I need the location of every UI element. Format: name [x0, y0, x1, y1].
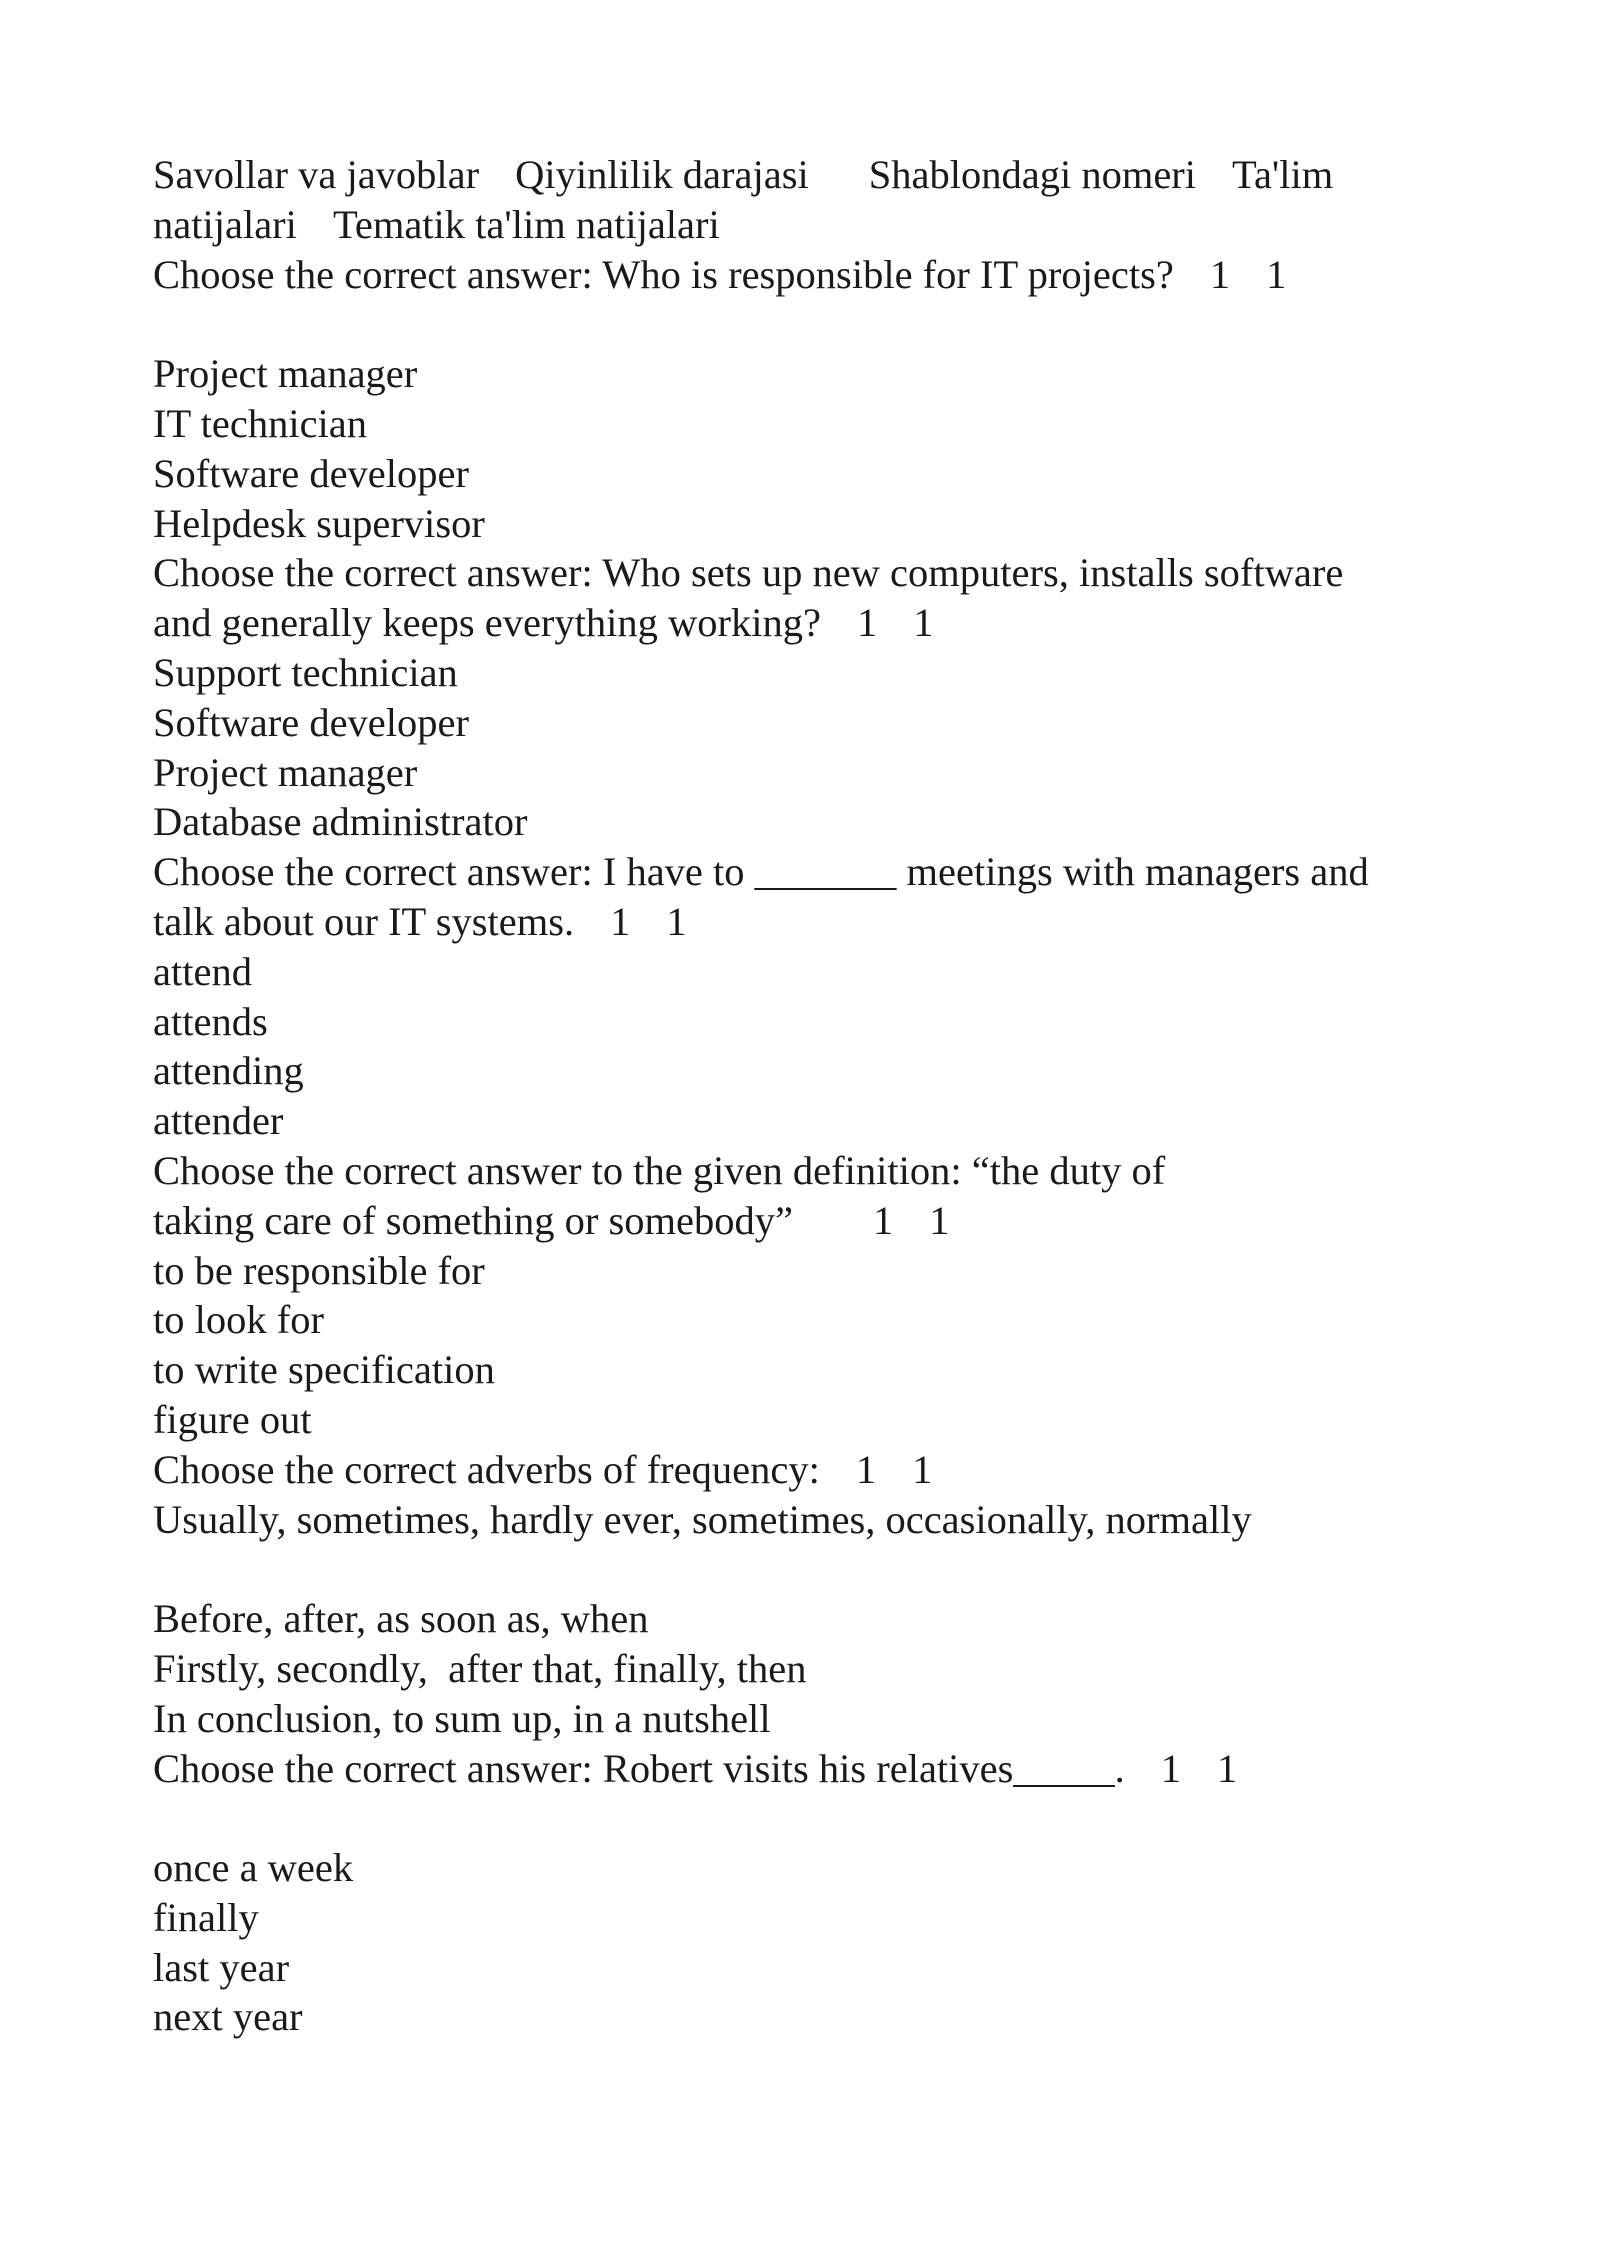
answer-option: Software developer — [153, 450, 469, 496]
question-text: Choose the correct answer: Who sets up new computers, installs software — [153, 550, 1344, 596]
question-template-no: 1 — [1217, 1745, 1238, 1791]
answer-option: attend — [153, 948, 252, 994]
answer-option: once a week — [153, 1845, 354, 1891]
answer-option: Firstly, secondly, after that, finally, then — [153, 1645, 807, 1691]
question-template-no: 1 — [913, 600, 934, 646]
answer-option: Before, after, as soon as, when — [153, 1596, 649, 1642]
answer-option: next year — [153, 1994, 303, 2040]
header-thematic-outcomes: Tematik ta'lim natijalari — [332, 201, 720, 247]
question-4-cont — [153, 1196, 1473, 1246]
question-text: talk about our IT systems. — [153, 898, 575, 944]
answer-option: In conclusion, to sum up, in a nutshell — [153, 1695, 771, 1741]
answer-option: attending — [153, 1048, 304, 1094]
question-difficulty: 1 — [1209, 251, 1231, 297]
question-4 — [153, 1146, 1473, 1196]
answer-option: last year — [153, 1944, 290, 1990]
question-template-no: 1 — [1266, 251, 1287, 297]
answer-option: IT technician — [153, 400, 368, 446]
question-template-no: 1 — [912, 1446, 933, 1492]
answer-option: to write specification — [153, 1347, 495, 1393]
answer-option: Software developer — [153, 699, 469, 745]
answer-option: finally — [153, 1894, 259, 1940]
header-questions: Savollar va javoblar — [153, 152, 480, 197]
question-2-cont — [153, 598, 1473, 648]
table-header — [153, 150, 1473, 200]
answer-option: to be responsible for — [153, 1247, 485, 1293]
answer-option: attender — [153, 1098, 284, 1144]
answer-option: attends — [153, 998, 268, 1044]
question-text: taking care of something or somebody” — [153, 1197, 793, 1243]
question-difficulty: 1 — [872, 1197, 894, 1243]
answer-option: Project manager — [153, 351, 418, 397]
question-text: Choose the correct answer: Robert visits his relatives_____. — [153, 1745, 1125, 1791]
question-text: Choose the correct answer: I have to _______ meetings with managers and — [153, 849, 1369, 895]
question-template-no: 1 — [929, 1197, 950, 1243]
answer-option: Support technician — [153, 649, 458, 695]
question-3 — [153, 847, 1473, 897]
question-text: and generally keeps everything working? — [153, 600, 822, 646]
answer-option: Database administrator — [153, 799, 528, 845]
question-5 — [153, 1445, 1473, 1495]
question-3-cont — [153, 897, 1473, 947]
question-6 — [153, 1744, 1473, 1794]
question-2 — [153, 548, 1473, 598]
answer-option: to look for — [153, 1297, 324, 1343]
document-page — [153, 150, 1473, 2042]
answer-option: Helpdesk supervisor — [153, 500, 485, 546]
question-text: Choose the correct answer: Who is responsible for IT projects? — [153, 251, 1174, 297]
question-difficulty: 1 — [855, 1446, 877, 1492]
answer-option: Project manager — [153, 749, 418, 795]
header-learning-outcomes-cont: natijalari — [153, 201, 297, 247]
question-text: Choose the correct adverbs of frequency: — [153, 1446, 820, 1492]
question-difficulty: 1 — [1160, 1745, 1182, 1791]
header-difficulty: Qiyinlilik darajasi — [515, 152, 809, 197]
question-text: Choose the correct answer to the given definition: “the duty of — [153, 1147, 1166, 1193]
header-template-number: Shablondagi nomeri — [868, 152, 1197, 197]
header-learning-outcomes: Ta'lim — [1232, 152, 1334, 197]
question-template-no: 1 — [666, 898, 687, 944]
question-difficulty: 1 — [610, 898, 631, 944]
question-difficulty: 1 — [857, 600, 878, 646]
answer-option: Usually, sometimes, hardly ever, sometimes, occasionally, normally — [153, 1496, 1252, 1542]
answer-option: figure out — [153, 1396, 312, 1442]
question-1 — [153, 250, 1473, 300]
table-header-cont — [153, 200, 1473, 250]
